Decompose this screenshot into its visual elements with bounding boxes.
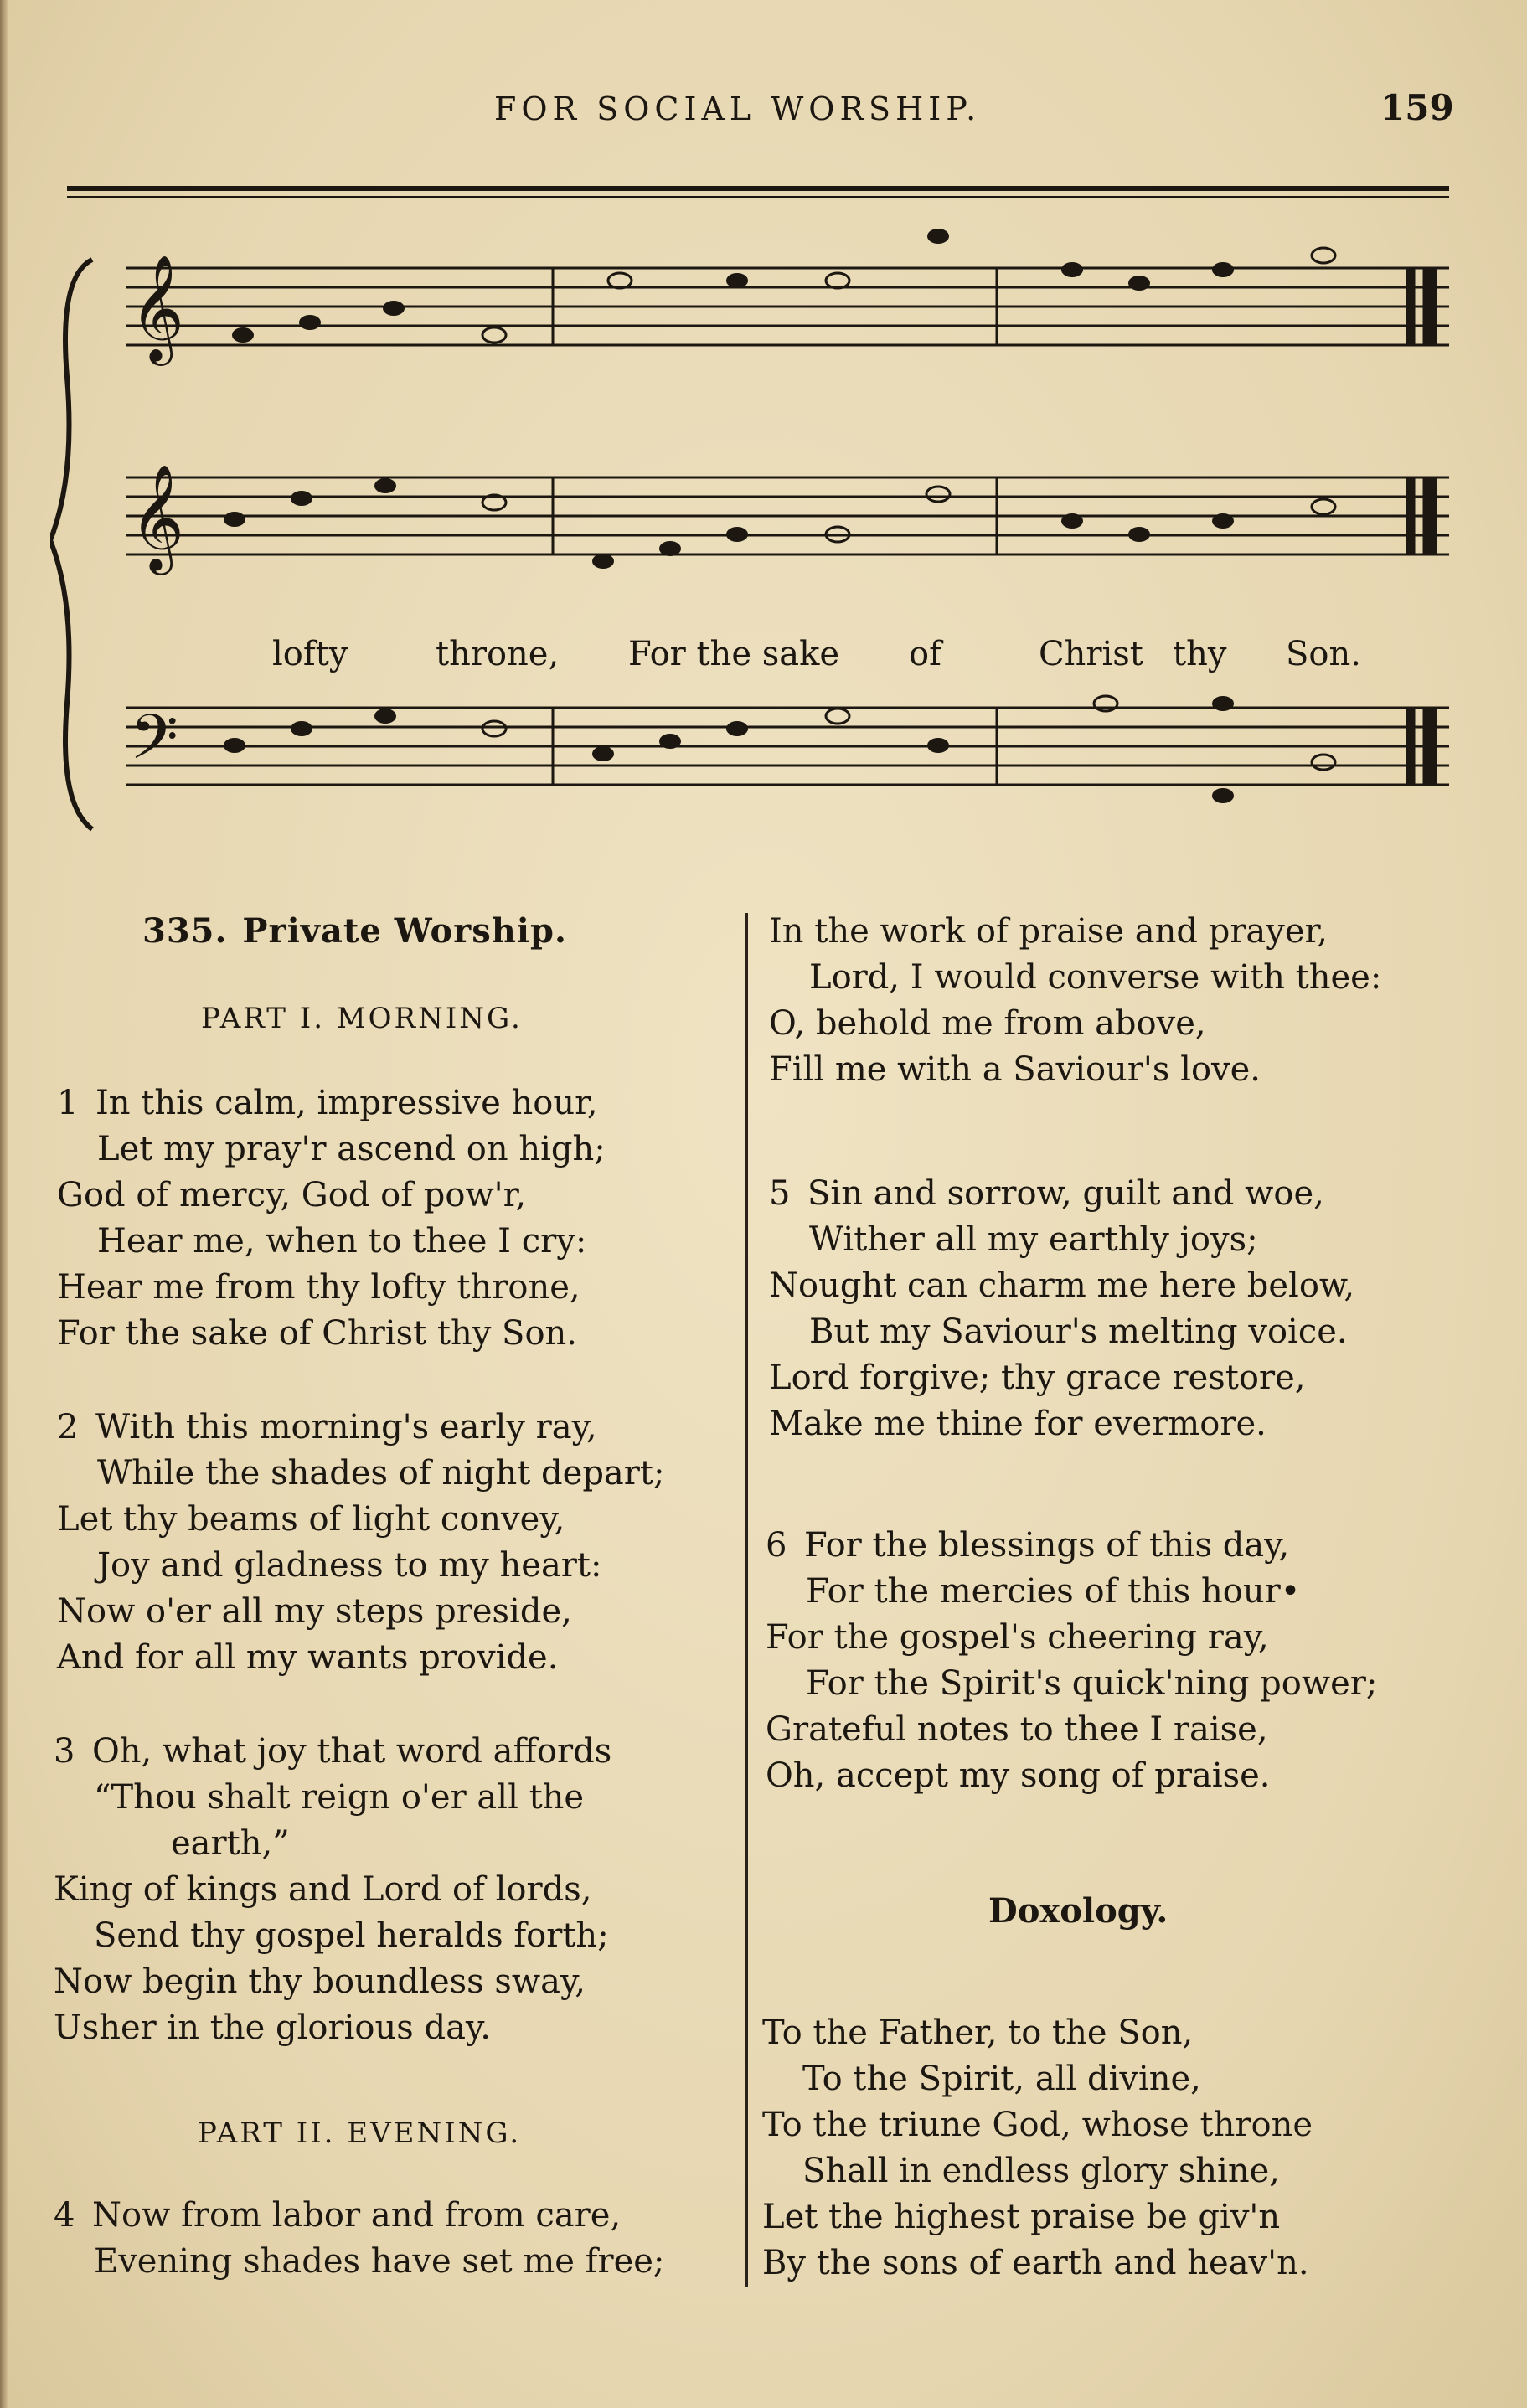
verse-line: Now begin thy boundless sway, xyxy=(54,1962,586,2001)
doxology xyxy=(762,2010,1313,2287)
page-edge xyxy=(0,0,8,2408)
stanza-4 xyxy=(54,2193,664,2285)
lyric-word: lofty xyxy=(272,635,348,673)
verse-line: Wither all my earthly joys; xyxy=(809,1220,1258,1259)
verse-number: 6 xyxy=(766,1526,787,1565)
verse-line: By the sons of earth and heav'n. xyxy=(762,2244,1309,2282)
verse-number: 5 xyxy=(769,1174,791,1213)
page-number: 159 xyxy=(1380,87,1454,128)
treble-clef-1: 𝄞 xyxy=(130,254,185,361)
lyric-word: Christ xyxy=(1039,635,1143,673)
staff-treble-2 xyxy=(126,477,1449,554)
verse-line: O, behold me from above, xyxy=(769,1004,1206,1043)
verse-line: 3 Oh, what joy that word affords xyxy=(54,1729,611,1775)
verse-line: For the sake of Christ thy Son. xyxy=(57,1314,578,1353)
header-rule-thin xyxy=(67,196,1449,198)
verse-line: 2 With this morning's early ray, xyxy=(57,1405,664,1451)
stanza-6 xyxy=(766,1523,1377,1799)
running-title: FOR SOCIAL WORSHIP. xyxy=(494,90,982,127)
hymn-name: Private Worship. xyxy=(242,911,567,951)
notes-staff-3 xyxy=(224,696,1335,803)
verse-line: Fill me with a Saviour's love. xyxy=(769,1050,1261,1089)
music-staves xyxy=(50,209,1466,846)
treble-clef-2: 𝄞 xyxy=(130,463,185,570)
verse-line: For the Spirit's quick'ning power; xyxy=(806,1664,1378,1703)
lyric-word: thy xyxy=(1173,635,1227,673)
verse-line: 5 Sin and sorrow, guilt and woe, xyxy=(769,1171,1354,1217)
hymn-number: 335. xyxy=(142,911,228,951)
verse-line: Now o'er all my steps preside, xyxy=(57,1592,572,1631)
system-brace xyxy=(50,260,92,829)
verse-number: 4 xyxy=(54,2196,75,2235)
verse-line: To the Father, to the Son, xyxy=(762,2014,1194,2052)
verse-line: Send thy gospel heralds forth; xyxy=(94,1916,609,1955)
verse-line: Grateful notes to thee I raise, xyxy=(766,1710,1268,1749)
verse-line: For the gospel's cheering ray, xyxy=(766,1618,1269,1657)
stanza-5 xyxy=(769,1171,1354,1447)
verse-line: Make me thine for evermore. xyxy=(769,1405,1266,1443)
verse-line: Hear me, when to thee I cry: xyxy=(97,1222,587,1261)
verse-line: In the work of praise and prayer, xyxy=(769,912,1328,951)
verse-line: 6 For the blessings of this day, xyxy=(766,1523,1377,1569)
hymn-title xyxy=(142,911,567,951)
part-heading-morning: PART I. MORNING. xyxy=(201,1002,523,1035)
verse-line: But my Saviour's melting voice. xyxy=(809,1312,1348,1351)
verse-number: 1 xyxy=(57,1084,79,1122)
verse-line: Usher in the glorious day. xyxy=(54,2008,491,2047)
staff-bass xyxy=(126,708,1449,785)
verse-line: 4 Now from labor and from care, xyxy=(54,2193,664,2239)
music-score xyxy=(50,209,1466,846)
verse-line: Let my pray'r ascend on high; xyxy=(97,1130,606,1168)
verse-line: Oh, accept my song of praise. xyxy=(766,1756,1271,1795)
verse-line: Lord, I would converse with thee: xyxy=(809,958,1382,997)
verse-line: King of kings and Lord of lords, xyxy=(54,1870,592,1909)
verse-line: Joy and gladness to my heart: xyxy=(97,1546,602,1585)
stanza-2 xyxy=(57,1405,664,1681)
header-rule xyxy=(67,186,1449,191)
verse-line: Evening shades have set me free; xyxy=(94,2242,665,2281)
verse-line: To the Spirit, all divine, xyxy=(802,2060,1201,2098)
doxology-title: Doxology. xyxy=(988,1891,1168,1931)
verse-line: Let the highest praise be giv'n xyxy=(762,2198,1281,2236)
bass-clef: 𝄢 xyxy=(130,701,178,789)
verse-number: 2 xyxy=(57,1408,79,1446)
verse-line: earth,” xyxy=(171,1824,290,1863)
verse-line: “Thou shalt reign o'er all the xyxy=(94,1778,585,1817)
lyric-word: Son. xyxy=(1286,635,1361,673)
stanza-4-continued xyxy=(769,909,1381,1093)
lyric-word: For the sake xyxy=(628,635,839,673)
verse-line: To the triune God, whose throne xyxy=(762,2106,1313,2144)
staff-treble-1 xyxy=(126,268,1449,345)
lyric-word: throne, xyxy=(436,635,560,673)
verse-line: Nought can charm me here below, xyxy=(769,1266,1355,1305)
verse-line: While the shades of night depart; xyxy=(97,1454,665,1493)
lyric-word: of xyxy=(909,635,941,673)
part-heading-evening: PART II. EVENING. xyxy=(198,2117,522,2150)
verse-line: God of mercy, God of pow'r, xyxy=(57,1176,527,1214)
verse-line: 1 In this calm, impressive hour, xyxy=(57,1080,606,1127)
column-divider xyxy=(745,913,748,2287)
stanza-3 xyxy=(54,1729,611,2051)
verse-line: Hear me from thy lofty throne, xyxy=(57,1268,580,1307)
verse-line: Lord forgive; thy grace restore, xyxy=(769,1359,1306,1397)
verse-line: Shall in endless glory shine, xyxy=(802,2152,1280,2190)
verse-line: For the mercies of this hour• xyxy=(806,1572,1301,1611)
verse-line: And for all my wants provide. xyxy=(57,1638,559,1677)
verse-line: Let thy beams of light convey, xyxy=(57,1500,565,1539)
stanza-1 xyxy=(57,1080,606,1357)
verse-number: 3 xyxy=(54,1732,75,1771)
